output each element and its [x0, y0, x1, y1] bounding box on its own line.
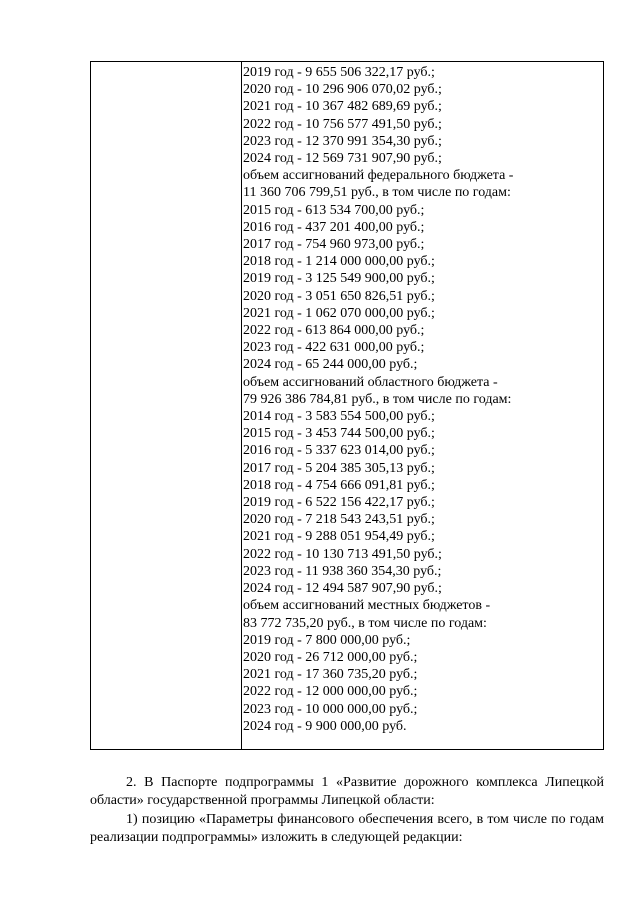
funding-line: 2021 год - 1 062 070 000,00 руб.; [243, 305, 435, 321]
paragraph-item-2-1: 1) позицию «Параметры финансового обеспечения всего, в том числе по годам реализации подпрограммы» изложить в следующей редакции: [90, 812, 604, 845]
funding-line: 2014 год - 3 583 554 500,00 руб.; [243, 409, 435, 425]
funding-line: 2018 год - 1 214 000 000,00 руб.; [243, 254, 435, 270]
funding-line: 2022 год - 613 864 000,00 руб.; [243, 323, 425, 339]
funding-line: 2024 год - 12 569 731 907,90 руб.; [243, 151, 442, 167]
funding-line: 2020 год - 7 218 543 243,51 руб.; [243, 512, 435, 528]
funding-line: 2019 год - 9 655 506 322,17 руб.; [243, 65, 435, 80]
funding-line: 2024 год - 65 244 000,00 руб.; [243, 357, 418, 373]
funding-line: 2017 год - 5 204 385 305,13 руб.; [243, 460, 435, 476]
funding-line: 2020 год - 10 296 906 070,02 руб.; [243, 82, 442, 98]
funding-line: 2021 год - 10 367 482 689,69 руб.; [243, 99, 442, 115]
funding-line: 2020 год - 26 712 000,00 руб.; [243, 649, 418, 665]
funding-line: 2019 год - 7 800 000,00 руб.; [243, 632, 411, 648]
funding-line: 2019 год - 6 522 156 422,17 руб.; [243, 495, 435, 511]
funding-line: 2015 год - 3 453 744 500,00 руб.; [243, 426, 435, 442]
funding-line: 2021 год - 17 360 735,20 руб.; [243, 667, 418, 683]
funding-line: 2024 год - 12 494 587 907,90 руб.; [243, 581, 442, 597]
funding-line: 2024 год - 9 900 000,00 руб. [243, 718, 407, 734]
funding-line: 2022 год - 10 756 577 491,50 руб.; [243, 116, 442, 132]
finance-table [90, 61, 604, 750]
column-divider [241, 62, 242, 749]
funding-line: 2017 год - 754 960 973,00 руб.; [243, 237, 425, 253]
funding-line: 2021 год - 9 288 051 954,49 руб.; [243, 529, 435, 545]
funding-line: 11 360 706 799,51 руб., в том числе по годам: [243, 185, 511, 201]
funding-line: 2016 год - 437 201 400,00 руб.; [243, 219, 425, 235]
table-right-cell [243, 64, 599, 735]
funding-line: 2023 год - 422 631 000,00 руб.; [243, 340, 425, 356]
funding-line: объем ассигнований областного бюджета - [243, 374, 498, 390]
funding-line: 79 926 386 784,81 руб., в том числе по годам: [243, 391, 512, 407]
funding-line: 2019 год - 3 125 549 900,00 руб.; [243, 271, 435, 287]
funding-line: 2020 год - 3 051 650 826,51 руб.; [243, 288, 435, 304]
paragraph-item-2: 2. В Паспорте подпрограммы 1 «Развитие дорожного комплекса Липецкой области» государственной программы Липецкой области: [90, 775, 604, 808]
funding-line: 2018 год - 4 754 666 091,81 руб.; [243, 477, 435, 493]
funding-line: 2023 год - 12 370 991 354,30 руб.; [243, 133, 442, 149]
funding-line: 83 772 735,20 руб., в том числе по годам: [243, 615, 487, 631]
funding-line: объем ассигнований федерального бюджета - [243, 168, 514, 184]
funding-line: 2023 год - 10 000 000,00 руб.; [243, 701, 418, 717]
funding-line: 2015 год - 613 534 700,00 руб.; [243, 202, 425, 218]
funding-line: 2023 год - 11 938 360 354,30 руб.; [243, 563, 442, 579]
funding-line: 2022 год - 10 130 713 491,50 руб.; [243, 546, 442, 562]
funding-line: 2016 год - 5 337 623 014,00 руб.; [243, 443, 435, 459]
funding-line: объем ассигнований местных бюджетов - [243, 598, 491, 614]
funding-line: 2022 год - 12 000 000,00 руб.; [243, 684, 418, 700]
